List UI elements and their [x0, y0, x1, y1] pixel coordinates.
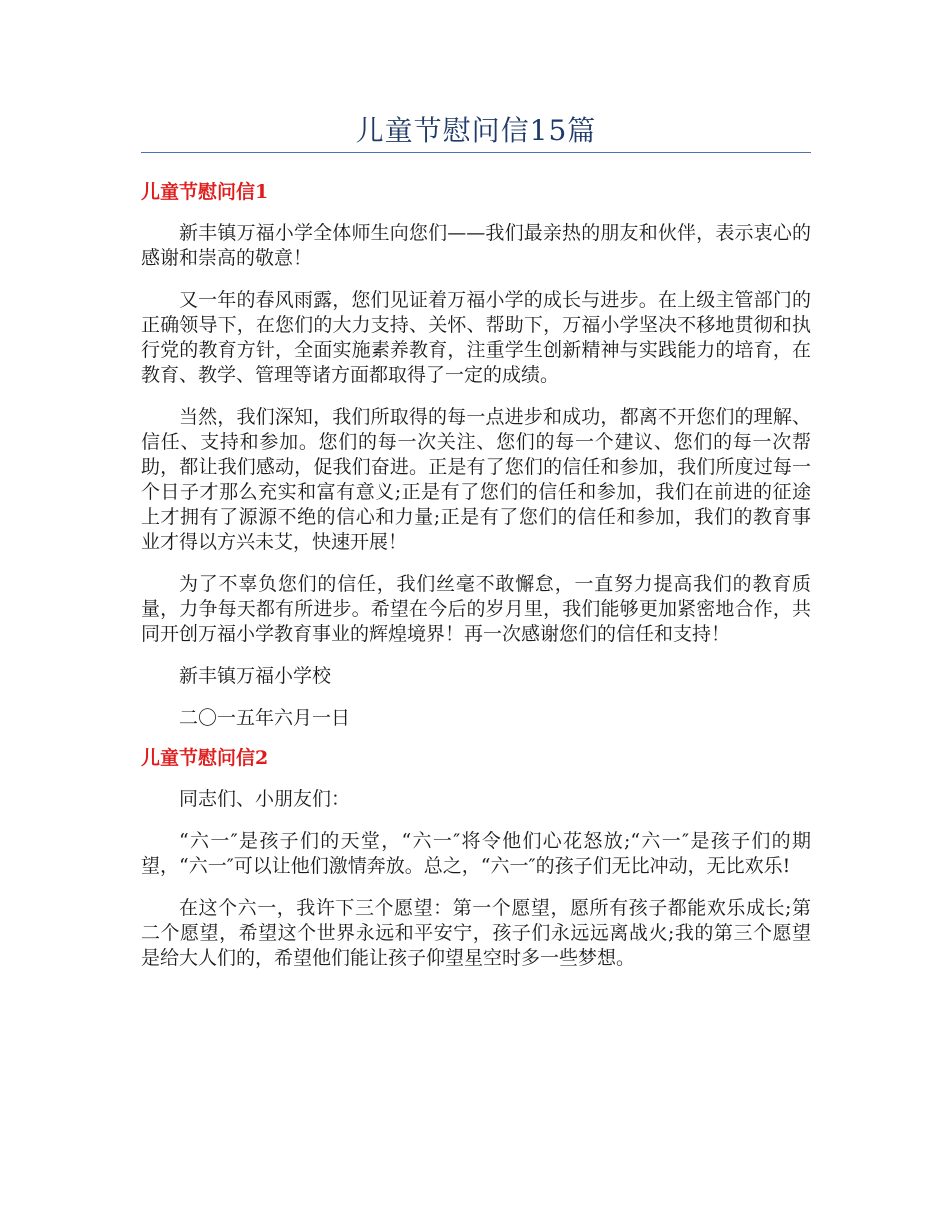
section-heading: 儿童节慰问信1 [141, 181, 269, 203]
paragraph: 又一年的春风雨露，您们见证着万福小学的成长与进步。在上级主管部门的正确领导下，在您们的大力支持、关怀、帮助下，万福小学坚决不移地贯彻和执行党的教育方针，全面实施素养教育，注重学生创新精神与实践能力的培育，在教育、教学、管理等诸方面都取得了一定的成绩。 [141, 289, 811, 386]
paragraph-salutation: 同志们、小朋友们： [179, 788, 351, 810]
section-heading: 儿童节慰问信2 [141, 747, 269, 769]
section-letter-2 [141, 743, 811, 971]
signature-date: 二〇一五年六月一日 [179, 707, 351, 729]
document-page [141, 0, 811, 971]
section-letter-1 [141, 177, 811, 731]
paragraph: 为了不辜负您们的信任，我们丝毫不敢懈怠，一直努力提高我们的教育质量，力争每天都有所进步。希望在今后的岁月里，我们能够更加紧密地合作，共同开创万福小学教育事业的辉煌境界！再一次感谢您们的信任和支持！ [141, 573, 811, 645]
paragraph: 在这个六一，我许下三个愿望：第一个愿望，愿所有孩子都能欢乐成长;第二个愿望，希望这个世界永远和平安宁，孩子们永远远离战火;我的第三个愿望是给大人们的，希望他们能让孩子仰望星空时多一些梦想。 [141, 897, 811, 969]
title-underline [141, 152, 811, 153]
signature-school: 新丰镇万福小学校 [179, 665, 332, 687]
paragraph: “六一″是孩子们的天堂，“六一″将令他们心花怒放;“六一″是孩子们的期望，“六一″可以让他们激情奔放。总之，“六一″的孩子们无比冲动，无比欢乐! [141, 830, 811, 877]
document-title: 儿童节慰问信15篇 [355, 114, 597, 147]
paragraph-greeting: 新丰镇万福小学全体师生向您们——我们最亲热的朋友和伙伴，表示衷心的感谢和崇高的敬意！ [141, 222, 811, 269]
paragraph: 当然，我们深知，我们所取得的每一点进步和成功，都离不开您们的理解、信任、支持和参加。您们的每一次关注、您们的每一个建议、您们的每一次帮助，都让我们感动，促我们奋进。正是有了您们的信任和参加，我们所度过每一个日子才那么充实和富有意义;正是有了您们的信任和参加，我们在前进的征途上才拥有了源源不绝的信心和力量;正是有了您们的信任和参加，我们的教育事业才得以方兴未艾，快速开展！ [141, 406, 811, 553]
